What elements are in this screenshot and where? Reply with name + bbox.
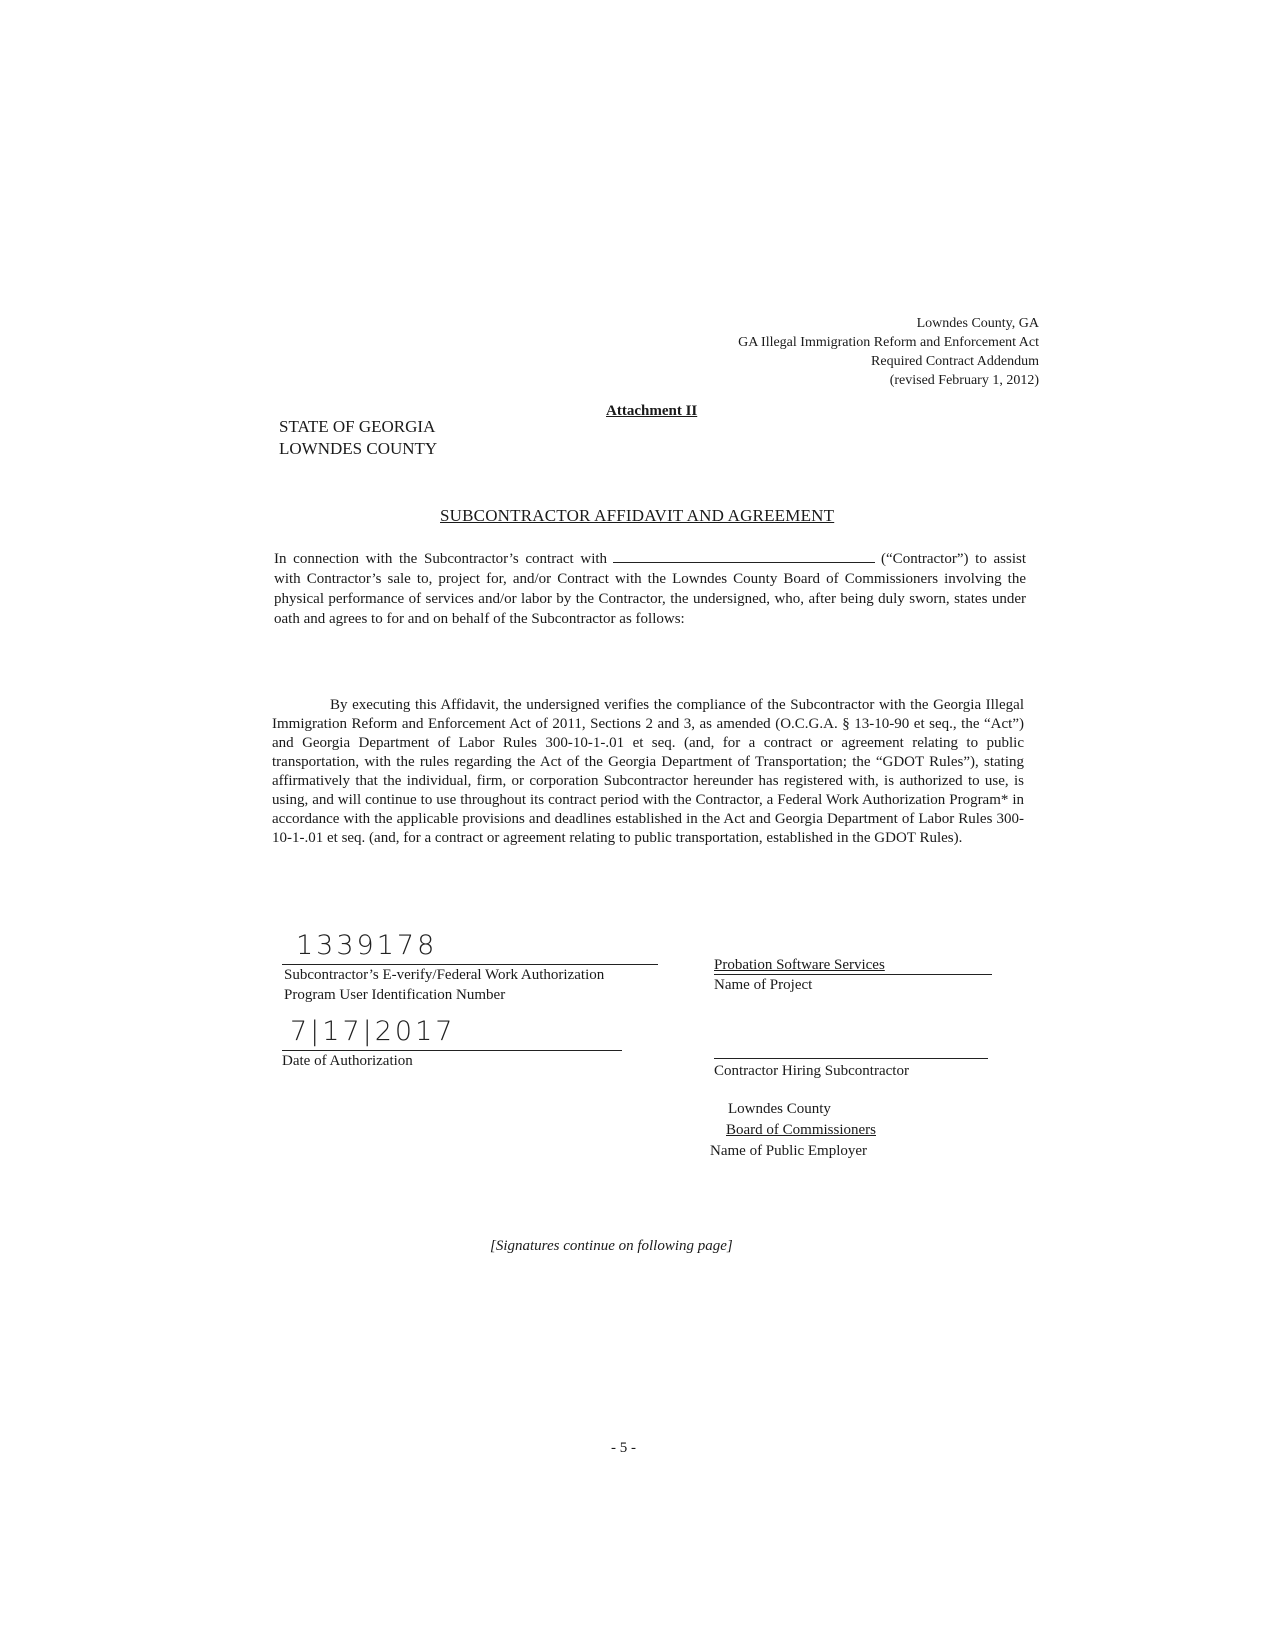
contractor-line bbox=[714, 1058, 988, 1059]
employer-value-line-1: Lowndes County bbox=[728, 1101, 831, 1117]
project-line bbox=[714, 974, 992, 975]
header-line-revised: (revised February 1, 2012) bbox=[889, 373, 1039, 388]
everify-label-line-1: Subcontractor’s E-verify/Federal Work Authorization bbox=[284, 967, 605, 983]
employer-label: Name of Public Employer bbox=[710, 1143, 868, 1159]
employer-value-line-2: Board of Commissioners bbox=[726, 1122, 876, 1138]
authorization-date-handwritten: 7|17|2017 bbox=[290, 1016, 456, 1047]
project-name-label: Name of Project bbox=[714, 977, 813, 993]
contractor-blank-field bbox=[613, 548, 875, 563]
header-block bbox=[619, 314, 1039, 390]
county-name: LOWNDES COUNTY bbox=[279, 439, 438, 458]
everify-number-handwritten: 1339178 bbox=[296, 930, 438, 961]
date-line bbox=[282, 1050, 622, 1051]
signatures-continue-note: [Signatures continue on following page] bbox=[490, 1238, 733, 1254]
everify-line bbox=[282, 964, 658, 965]
jurisdiction-block bbox=[279, 416, 437, 460]
intro-paragraph bbox=[274, 548, 1026, 629]
header-line-county: Lowndes County, GA bbox=[916, 316, 1039, 331]
date-label: Date of Authorization bbox=[282, 1053, 413, 1069]
contractor-label: Contractor Hiring Subcontractor bbox=[714, 1063, 909, 1079]
header-line-addendum: Required Contract Addendum bbox=[871, 354, 1039, 369]
state-name: STATE OF GEORGIA bbox=[279, 417, 436, 436]
affidavit-body-paragraph: By executing this Affidavit, the undersigned verifies the compliance of the Subcontractor with the Georgia Illegal Immigration Reform and Enforcement Act of 2011, Sections 2 and 3, as amended (O.C.G.A. § 13-10-90 et seq., the “Act”) and Georgia Department of Labor Rules 300-10-1-.01 et seq. (and, for a contract or agreement relating to public transportation, with the rules regarding the Act of the Georgia Department of Transportation; the “GDOT Rules”), stating affirmatively that the individual, firm, or corporation Subcontractor hereunder has registered with, is authorized to use, is using, and will continue to use throughout its contract period with the Contractor, a Federal Work Authorization Program* in accordance with the applicable provisions and deadlines established in the Act and Georgia Department of Labor Rules 300-10-1-.01 et seq. (and, for a contract or agreement relating to public transportation, established in the GDOT Rules). bbox=[272, 697, 1024, 846]
everify-label-line-2: Program User Identification Number bbox=[284, 987, 506, 1003]
project-name-value: Probation Software Services bbox=[714, 957, 885, 973]
document-title: SUBCONTRACTOR AFFIDAVIT AND AGREEMENT bbox=[440, 506, 835, 525]
intro-text-start: In connection with the Subcontractor’s contract with bbox=[274, 551, 608, 567]
header-line-act: GA Illegal Immigration Reform and Enforcement Act bbox=[738, 335, 1039, 350]
page-number: - 5 - bbox=[611, 1440, 636, 1456]
intro-text-rest: (“Contractor”) to assist with Contractor’s sale to, project for, and/or Contract with the Lowndes County Board of Commissioners involving the physical performance of services and/or labor by the Contractor, the undersigned, who, after being duly sworn, states under oath and agrees to for and on behalf of the Subcontractor as follows: bbox=[274, 551, 1027, 627]
attachment-label: Attachment II bbox=[606, 403, 698, 419]
